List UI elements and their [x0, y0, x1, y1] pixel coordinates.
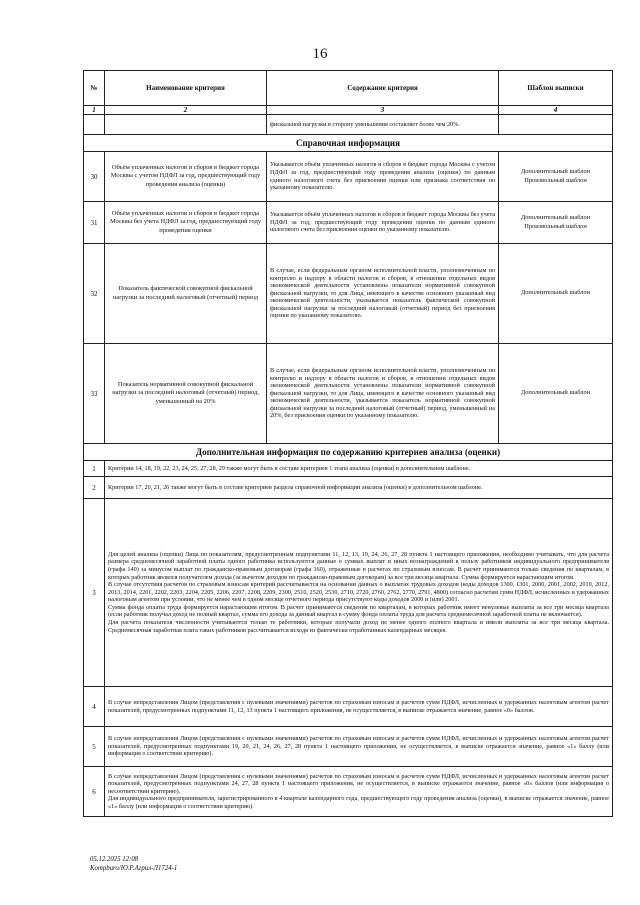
criterion-name: Объём уплаченных налогов и сборов в бюджет города Москвы с учетом НДФЛ за год, предшествующий году проведения анализа (оценки)	[105, 152, 267, 202]
note-row	[84, 477, 613, 499]
note-row	[84, 727, 613, 767]
note-row	[84, 499, 613, 687]
criterion-name: Показатель фактической совокупной фискальной нагрузки за последний налоговый (отчетный) период	[105, 244, 267, 344]
criterion-name: Показатель нормативной совокупной фискальной нагрузки за последний налоговый (отчетный) период, уменьшенный на 20%	[105, 344, 267, 444]
note-row	[84, 767, 613, 817]
column-number: 2	[105, 106, 267, 115]
note-number: 1	[84, 461, 105, 477]
header-criterion-content: Содержание критерия	[267, 71, 499, 106]
column-number: 4	[499, 106, 613, 115]
table-row	[84, 152, 613, 202]
criterion-content: В случае, если федеральным органом исполнительной власти, уполномоченным по контролю и надзору в области налогов и сборов, в отношении отдельных видов экономической деятельности установлены показатели нормативной совокупной фискальной нагрузки, то для Лица, имеющего в качестве основного указанный вид экономической деятельности, указывается показатель фактической совокупной фискальной нагрузки за последний налоговый (отчетный) период без присвоения оценки по указанному показателю.	[267, 244, 499, 344]
table-row	[84, 202, 613, 244]
note-number: 3	[84, 499, 105, 687]
note-text: В случае непредставления Лицом (представления с нулевыми значениями) расчетов по страховым взносам и расчетов сумм НДФЛ, исчисленных и удержанных налоговым агентом расчет показателей, предусмотренных подпунктами 19, 20, 21, 24, 26, 27, 28 пункта 1 настоящего приложения, не осуществляется, в выписке отражается значение, равное «1» баллу (или информация о соответствии критерию).	[105, 727, 613, 767]
note-paragraph: Для целей анализа (оценки) Лица по показателям, предусмотренным подпунктами 11, 12, 13, 19, 24, 26, 27, 28 пункта 1 настоящего приложения, необходимо учитывать, что для расчета размера среднемесячной заработной платы одного работника используются данные о суммах выплат и иных вознаграждений в пользу работников индивидуального предпринимателя (графа 140) за минусом выплат по гражданско-правовым договорам (графа 160), отраженные в расчетах по страховым взносам. В расчет принимаются только сведения по кварталам, в которых работник являлся получателем дохода (за вычетом доходов по гражданско-правовым договорам) за все три месяца квартала. Сумма формируется нарастающим итогом.	[108, 550, 609, 581]
table-row	[84, 244, 613, 344]
column-numbers-row	[84, 106, 613, 115]
note-text	[105, 499, 613, 687]
note-row	[84, 687, 613, 727]
column-number: 1	[84, 106, 105, 115]
continuation-text: фискальной нагрузки в сторону уменьшения составляет более чем 20%.	[267, 115, 499, 135]
section-heading-additional	[84, 444, 613, 461]
note-number: 5	[84, 727, 105, 767]
row-number: 33	[84, 344, 105, 444]
criteria-table	[83, 70, 613, 817]
template-cell: Дополнительный шаблон	[499, 344, 613, 444]
row-number: 31	[84, 202, 105, 244]
footer-date: 05.12.2025 12:08	[90, 856, 139, 863]
note-number: 2	[84, 477, 105, 499]
continuation-row	[84, 115, 613, 135]
note-paragraph: Сумма фонда оплаты труда формируется нарастающим итогом. В расчет принимаются сведения по кварталам, в которых работник имеет ненулевые выплаты за все три месяца квартала (если работник получал доход не полный квартал, сумма его дохода за данный квартал в сумму фонда оплаты труда для расчета среднемесячной заработной платы не включается).	[108, 603, 609, 619]
section-title: Дополнительная информация по содержанию критериев анализа (оценки)	[84, 444, 613, 461]
note-paragraph: В случае отсутствия расчетов по страховым взносам критерий рассчитывается на основании данных о выплатах трудовых доходов (коды доходов 1300, 1301, 2000, 2001, 2002, 2010, 2012, 2013, 2014, 2201, 2202, 2203, 2204, 2205, 2206, 2207, 2208, 2209, 2300, 2510, 2520, 2530, 2710, 2720, 2760, 2762, 2770, 2791, 4800) согласно расчетам сумм НДФЛ, исчисленных и удержанных налоговым агентом при условии, что не менее чем в одном месяце отчетного периода присутствуют коды доходов 2000 и (или) 2001.	[108, 581, 609, 604]
column-number: 3	[267, 106, 499, 115]
section-heading-reference	[84, 135, 613, 152]
footer-stamp	[90, 855, 177, 873]
header-template: Шаблон выписки	[499, 71, 613, 106]
criterion-content: В случае, если федеральным органом исполнительной власти, уполномоченным по контролю и надзору в области налогов и сборов, в отношении отдельных видов экономической деятельности установлены показатели нормативной совокупной фискальной нагрузки, то для Лица, имеющего в качестве основного указанный вид экономической деятельности, указывается показатель нормативной совокупной фискальной нагрузки за последний налоговый (отчетный) период, уменьшенный на 20%, без присвоения оценки по указанному показателю.	[267, 344, 499, 444]
table-row	[84, 344, 613, 444]
note-number: 4	[84, 687, 105, 727]
template-cell: Дополнительный шаблон Произвольный шаблон	[499, 202, 613, 244]
note-text: Критерии 17, 20, 21, 26 также могут быть в составе критериев раздела справочной информации анализа (оценки) в дополнительном шаблоне.	[105, 477, 613, 499]
section-title: Справочная информация	[84, 135, 613, 152]
criterion-content: Указывается объём уплаченных налогов и сборов в бюджет города Москвы с учетом НДФЛ за год, предшествующий году проведения анализа (оценки) по данным единого налогового счета без присвоения оценки или признака соответствия по указанному показателю.	[267, 152, 499, 202]
header-criterion-name: Наименование критерия	[105, 71, 267, 106]
note-paragraph: В случае непредставления Лицом (представления с нулевыми значениями) расчетов по страховым взносам и расчетов сумм НДФЛ, исчисленных и удержанных налоговым агентом расчет показателей, предусмотренных подпунктами 24, 27, 28 пункта 1 настоящего приложения, не осуществляется, в выписке отражается значение, равное «0» баллов (или информация о несоответствии критерию).	[108, 772, 609, 795]
note-text	[105, 767, 613, 817]
note-paragraph: Для индивидуального предпринимателя, зарегистрированного в 4 квартале календарного года, предшествующего году проведения анализа (оценки), в выписке отражается значение, равное «1» баллу (или информация о соответствии критерию).	[108, 795, 609, 810]
note-row	[84, 461, 613, 477]
footer-code: Kompburo/Ю.Р.Агрил-Л1724-1	[90, 865, 178, 872]
template-cell: Дополнительный шаблон	[499, 244, 613, 344]
template-cell: Дополнительный шаблон Произвольный шаблон	[499, 152, 613, 202]
header-number: №	[84, 71, 105, 106]
note-paragraph: Для расчета показателя численности учитываются только те работники, которые получали доход не менее одного полного квартала и имели выплаты за все три месяца квартала. Среднемесячная заработная плата таких работников рассчитывается исходя из фактически отработанных календарных месяцев.	[108, 619, 609, 634]
note-text: В случае непредставления Лицом (представления с нулевыми значениями) расчетов по страховым взносам и расчетов сумм НДФЛ, исчисленных и удержанных налоговым агентом расчет показателей, предусмотренных подпунктами 11, 12, 13 пункта 1 настоящего приложения, не осуществляется, в выписке отражается значение, равное «0» баллов.	[105, 687, 613, 727]
row-number: 32	[84, 244, 105, 344]
table-header-row	[84, 71, 613, 106]
note-number: 6	[84, 767, 105, 817]
criterion-name: Объём уплаченных налогов и сборов в бюджет города Москвы без учета НДФЛ за год, предшествующий году проведения оценки	[105, 202, 267, 244]
criterion-content: Указывается объём уплаченных налогов и сборов в бюджет города Москвы без учета НДФЛ за год, предшествующий году проведения оценки по данным единого налогового счета без присвоения оценки по указанному показателю.	[267, 202, 499, 244]
note-text: Критерии 14, 18, 19, 22, 23, 24, 25, 27, 28, 29 также могут быть в составе критериев 1 этапа анализа (оценки) в дополнительном шаблоне.	[105, 461, 613, 477]
page-number: 16	[312, 46, 328, 62]
row-number: 30	[84, 152, 105, 202]
